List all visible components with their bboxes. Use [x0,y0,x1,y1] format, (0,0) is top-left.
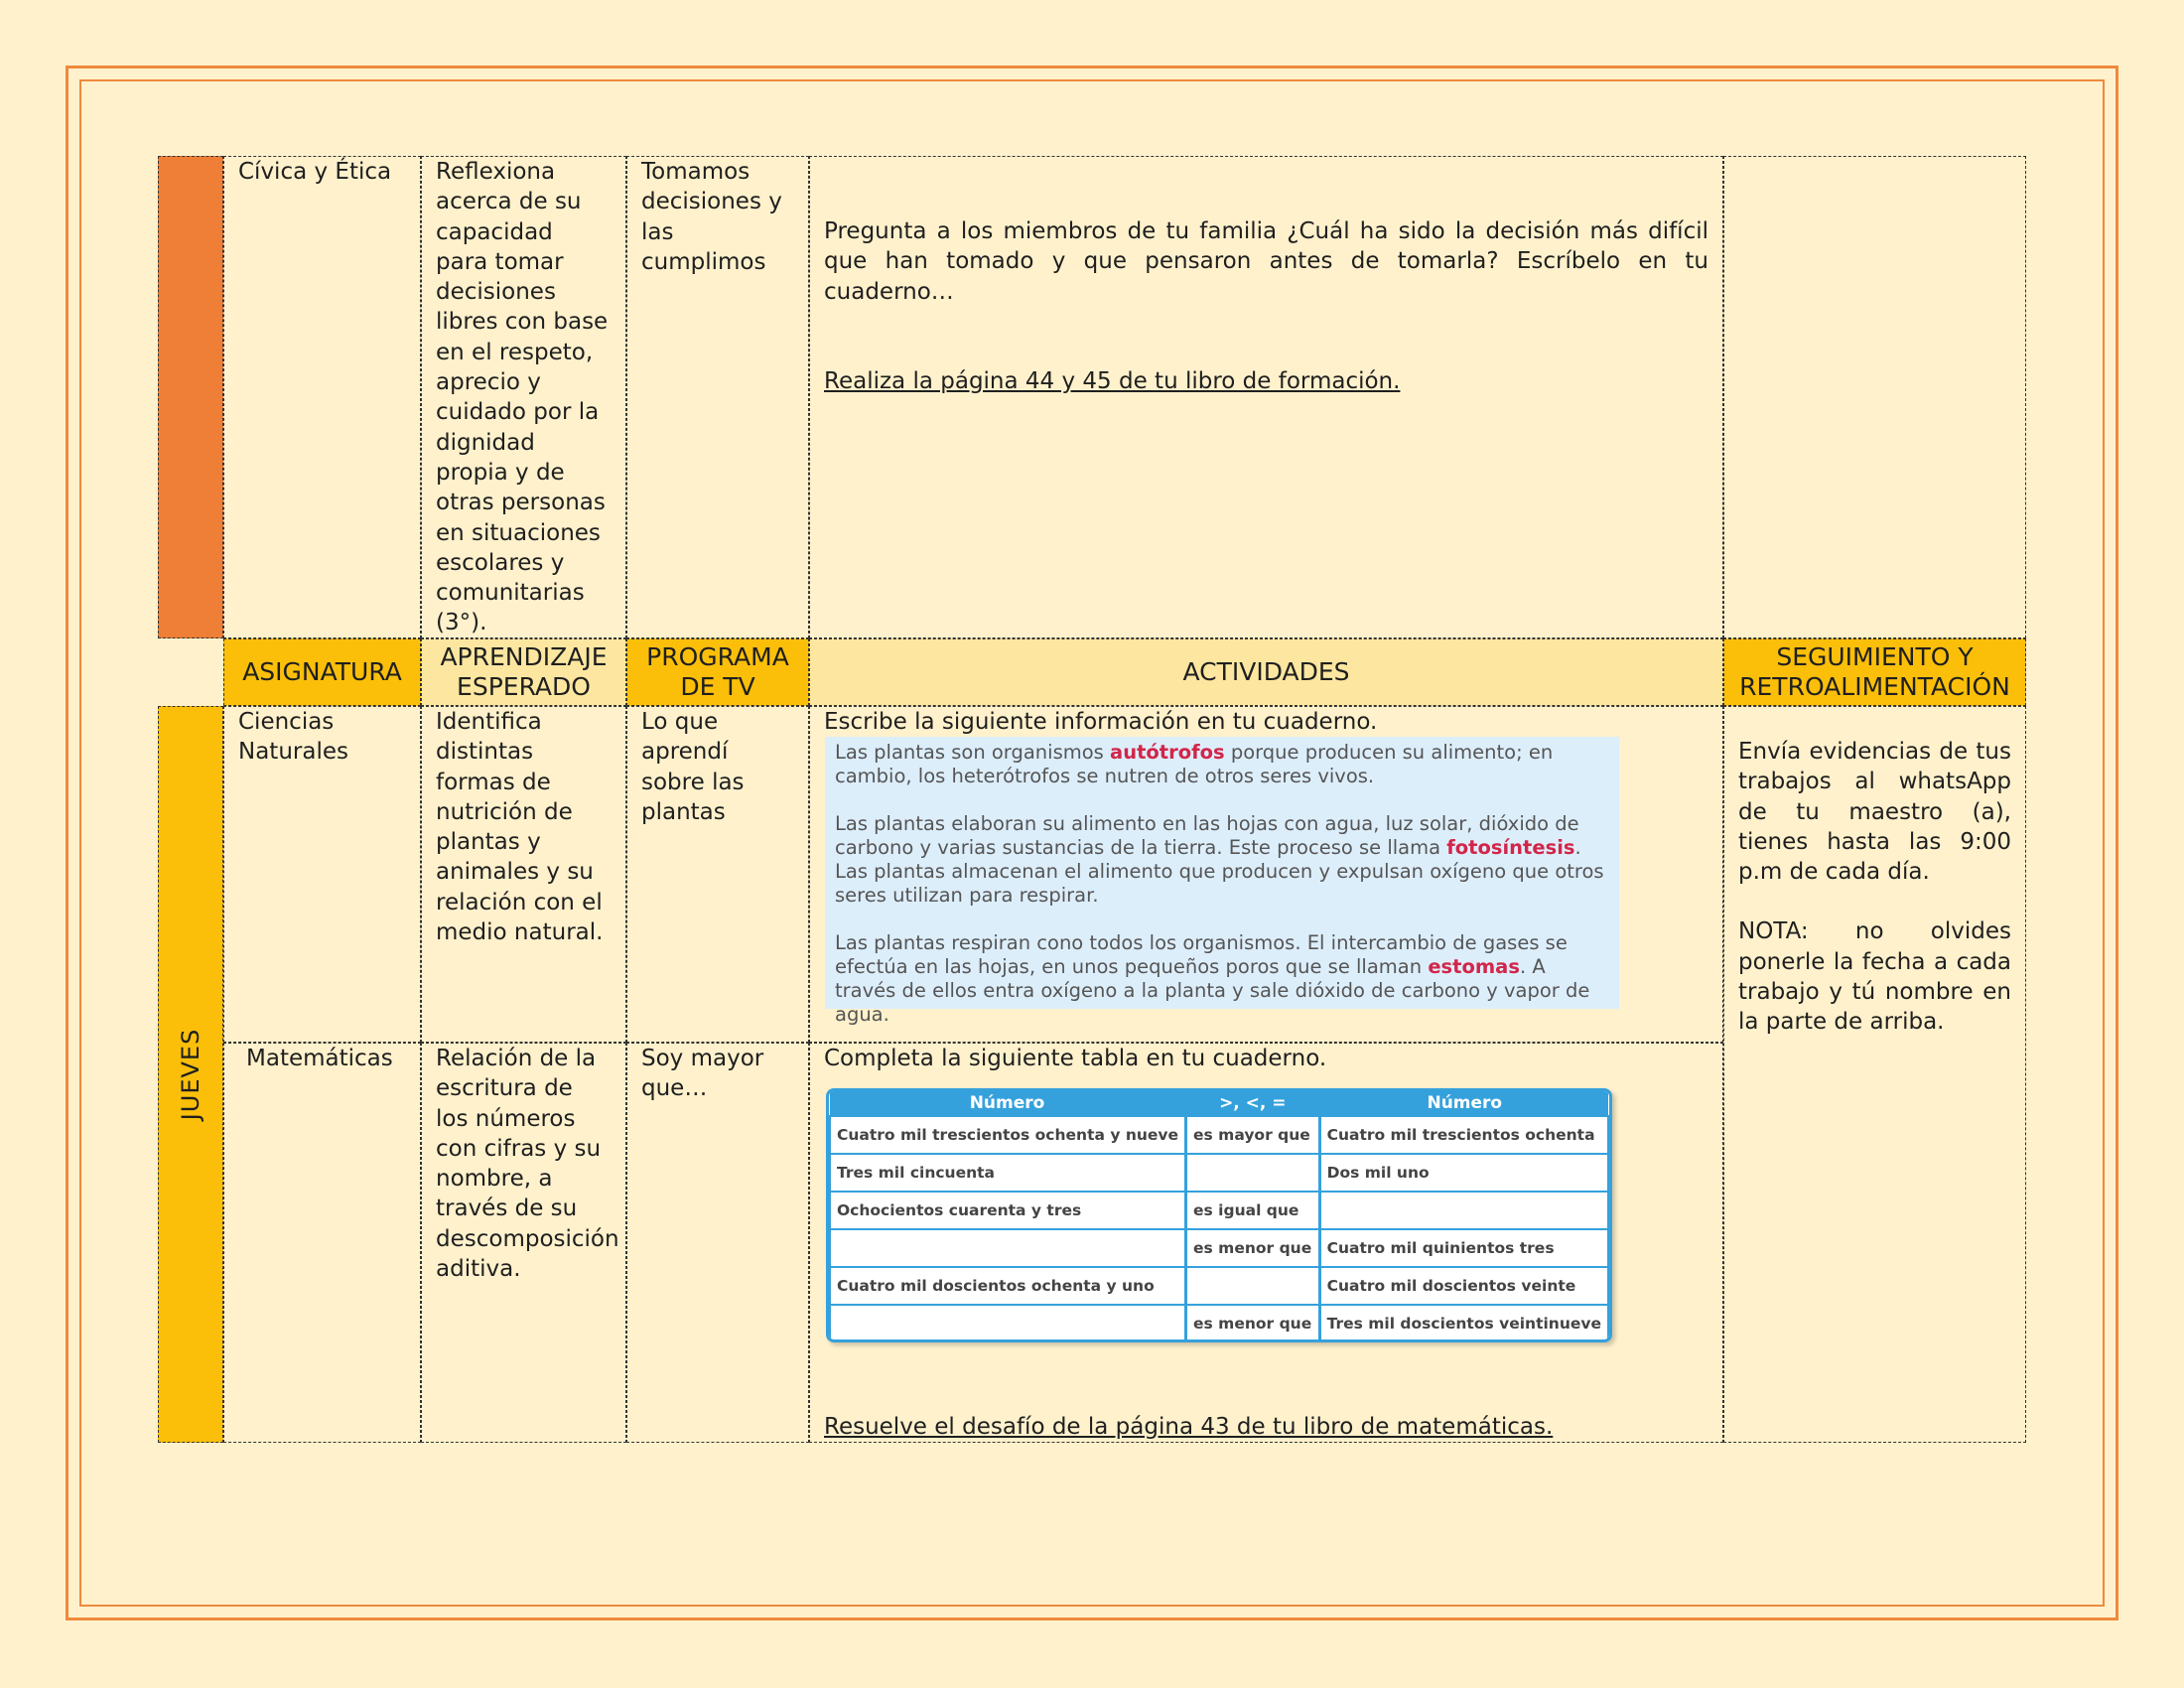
term-estomas: estomas [1428,955,1520,978]
table-row [830,1229,1608,1267]
followup-note-text: NOTA: no olvides ponerle la fecha a cada trabajo y tú nombre en la parte de arriba. [1738,918,2011,1036]
header-programa: PROGRAMA DE TV [626,638,809,706]
table-cell [830,1229,1186,1267]
table-cell: Cuatro mil trescientos ochenta [1319,1116,1608,1154]
table-cell [1186,1267,1320,1305]
activity-matematicas-2: Resuelve el desafío de la página 43 de tu libro de matemáticas. [824,1413,1554,1440]
comparison-table [826,1088,1612,1342]
table-row [830,1192,1608,1229]
activities-cell-civica [809,156,1723,638]
subject-cell-matematicas [223,1043,421,1443]
table-row [830,1154,1608,1192]
table-cell [830,1305,1186,1342]
table-cell: Tres mil doscientos veintinueve [1319,1305,1608,1342]
table-cell: es igual que [1186,1192,1320,1229]
day-bar-jueves [158,706,223,1443]
table-row [830,1116,1608,1154]
table-cell: Cuatro mil doscientos veinte [1319,1267,1608,1305]
subject-cell-ciencias [223,706,421,1043]
subject-ciencias: Ciencias Naturales [238,709,348,766]
activity-matematicas-1: Completa la siguiente tabla en tu cuaderno. [824,1046,1327,1071]
table-cell: Ochocientos cuarenta y tres [830,1192,1186,1229]
program-cell-civica [626,156,809,638]
subject-matematicas: Matemáticas [246,1046,393,1071]
learning-cell-civica [421,156,626,638]
nutrition-paragraph-1: Las plantas son organismos autótrofos porque producen su alimento; en cambio, los heterótrofos se nutren de otros seres vivos. [835,741,1554,787]
table-cell: es menor que [1186,1229,1320,1267]
header-seguimiento: SEGUIMIENTO Y RETROALIMENTACIÓN [1723,638,2026,706]
program-civica: Tomamos decisiones y las cumplimos [641,159,782,275]
followup-cell-civica [1723,156,2026,638]
learning-cell-ciencias [421,706,626,1043]
activity-civica-2: Realiza la página 44 y 45 de tu libro de formación. [824,367,1401,394]
program-cell-matematicas [626,1043,809,1443]
table-cell [1319,1192,1608,1229]
program-matematicas: Soy mayor que… [641,1046,764,1102]
activity-civica-1: Pregunta a los miembros de tu familia ¿Cuál ha sido la decisión más difícil que han tomado y que pensaron antes de tomarla? Escríbelo en tu cuaderno… [824,218,1708,305]
header-asignatura: ASIGNATURA [223,638,421,706]
day-label-jueves: JUEVES [177,1028,205,1121]
activity-ciencias: Escribe la siguiente información en tu cuaderno. [824,709,1378,735]
table-cell: Cuatro mil doscientos ochenta y uno [830,1267,1186,1305]
term-autotrofos: autótrofos [1110,741,1225,764]
header-actividades: ACTIVIDADES [809,638,1723,706]
learning-civica: Reflexiona acerca de su capacidad para tomar decisiones libres con base en el respeto, aprecio y cuidado por la dignidad propia y de otras personas en situaciones escolares y comunitarias (3°). [436,159,609,636]
table-cell [1186,1154,1320,1192]
header-aprendizaje: APRENDIZAJE ESPERADO [421,638,626,706]
table-row [830,1305,1608,1342]
learning-cell-matematicas [421,1043,626,1443]
subject-cell-civica [223,156,421,638]
subject-civica: Cívica y Ética [238,159,392,185]
learning-ciencias: Identifica distintas formas de nutrición de plantas y animales y su relación con el medio natural. [436,709,604,946]
comparison-table-header [830,1091,1608,1116]
col-header-comparador: >, <, = [1186,1091,1320,1116]
program-cell-ciencias [626,706,809,1043]
table-cell: Cuatro mil trescientos ochenta y nueve [830,1116,1186,1154]
table-row [830,1267,1608,1305]
nutrition-text-box [825,737,1619,1026]
term-fotosintesis: fotosíntesis [1446,836,1575,859]
col-header-numero-1: Número [830,1091,1186,1116]
followup-cell-jueves [1723,706,2026,1443]
day-bar-top [158,156,223,638]
table-cell: es menor que [1186,1305,1320,1342]
followup-evidence-text: Envía evidencias de tus trabajos al whatsApp de tu maestro (a), tienes hasta las 9:00 p.m de cada día. [1738,739,2011,886]
table-cell: Dos mil uno [1319,1154,1608,1192]
col-header-numero-2: Número [1319,1091,1608,1116]
program-ciencias: Lo que aprendí sobre las plantas [641,709,745,825]
table-cell: es mayor que [1186,1116,1320,1154]
learning-matematicas: Relación de la escritura de los números con cifras y su nombre, a través de su descomposición aditiva. [436,1046,619,1283]
nutrition-paragraph-3: Las plantas respiran cono todos los organismos. El intercambio de gases se efectúa en las hojas, en unos pequeños poros que se llaman estomas. A través de ellos entra oxígeno a la planta y sale dióxido de carbono y vapor de agua. [835,931,1590,1026]
table-cell: Cuatro mil quinientos tres [1319,1229,1608,1267]
table-cell: Tres mil cincuenta [830,1154,1186,1192]
nutrition-paragraph-2: Las plantas elaboran su alimento en las hojas con agua, luz solar, dióxido de carbono y varias sustancias de la tierra. Este proceso se llama fotosíntesis. Las plantas almacenan el alimento que producen y expulsan oxígeno que otros seres utilizan para respirar. [835,812,1604,907]
